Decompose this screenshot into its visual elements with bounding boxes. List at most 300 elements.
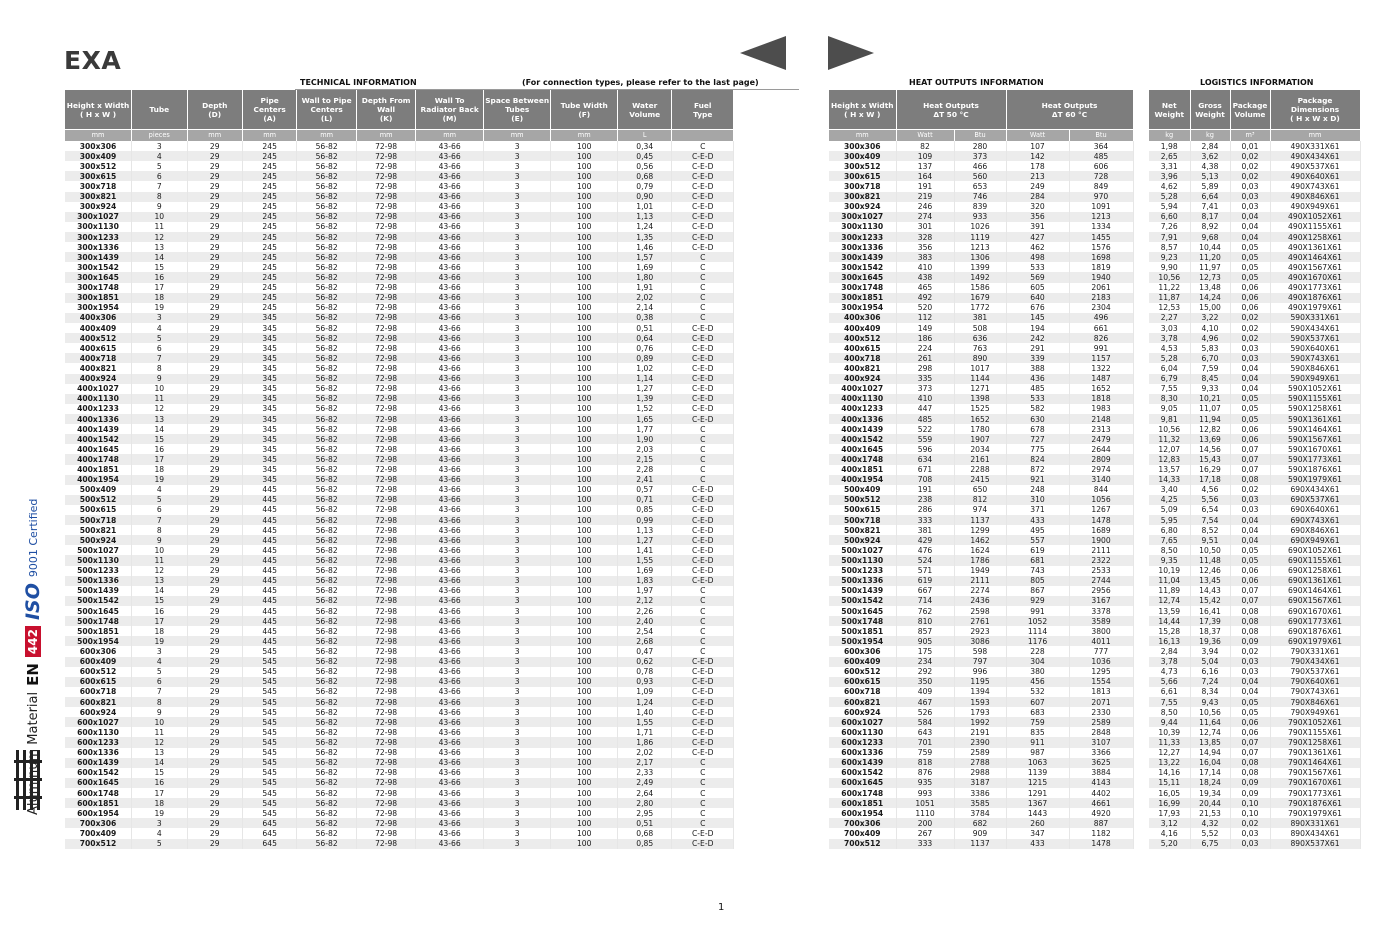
table-row: [65, 576, 734, 586]
table-row: [1149, 303, 1360, 313]
data-cell: 29: [187, 222, 242, 232]
data-cell: 11,97: [1190, 262, 1230, 272]
data-cell: 345: [242, 465, 296, 475]
data-cell: 3: [483, 222, 551, 232]
table-row: [65, 363, 734, 373]
table-row: [829, 828, 1133, 838]
unit-label: mm: [187, 130, 242, 142]
table-row: [65, 778, 734, 788]
size-cell: 300x718: [65, 181, 132, 191]
data-cell: 2313: [1069, 424, 1133, 434]
data-cell: 0,02: [1230, 323, 1270, 333]
data-cell: 17,93: [1149, 808, 1190, 818]
data-cell: 1652: [954, 414, 1006, 424]
data-cell: 0,38: [618, 313, 672, 323]
data-cell: 100: [551, 778, 618, 788]
data-cell: 0,04: [1230, 232, 1270, 242]
data-cell: 3366: [1069, 748, 1133, 758]
data-cell: 0,06: [1230, 566, 1270, 576]
column-header: Depth (D): [187, 90, 242, 130]
data-cell: 11,94: [1190, 414, 1230, 424]
data-cell: 29: [187, 697, 242, 707]
data-cell: 29: [187, 798, 242, 808]
data-cell: 1679: [954, 293, 1006, 303]
data-cell: 19: [132, 303, 187, 313]
table-row: [1149, 252, 1360, 262]
data-cell: 3,12: [1149, 818, 1190, 828]
data-cell: 56-82: [297, 333, 356, 343]
data-cell: 100: [551, 394, 618, 404]
data-cell: 890: [954, 353, 1006, 363]
size-cell: 600x1027: [65, 717, 132, 727]
data-cell: C-E-D: [672, 374, 734, 384]
table-row: [1149, 687, 1360, 697]
data-cell: 645: [242, 828, 296, 838]
data-cell: 590X949X61: [1270, 374, 1360, 384]
data-cell: 11: [132, 394, 187, 404]
data-cell: C-E-D: [672, 657, 734, 667]
size-cell: 300x1954: [65, 303, 132, 313]
data-cell: 29: [187, 232, 242, 242]
data-cell: 3: [483, 181, 551, 191]
data-cell: 410: [896, 262, 954, 272]
data-cell: 1525: [954, 404, 1006, 414]
table-row: [65, 555, 734, 565]
data-cell: 3: [483, 555, 551, 565]
data-cell: 72-98: [356, 242, 415, 252]
data-cell: 3: [483, 232, 551, 242]
data-cell: 3: [483, 626, 551, 636]
table-row: [1149, 161, 1360, 171]
data-cell: 15: [132, 262, 187, 272]
data-cell: 43-66: [416, 222, 484, 232]
data-cell: 100: [551, 788, 618, 798]
data-cell: 72-98: [356, 414, 415, 424]
data-cell: 100: [551, 192, 618, 202]
data-cell: 1,52: [618, 404, 672, 414]
data-cell: 3: [483, 202, 551, 212]
data-cell: 8,57: [1149, 242, 1190, 252]
data-cell: 12: [132, 404, 187, 414]
data-cell: 43-66: [416, 272, 484, 282]
size-cell: 400x821: [65, 363, 132, 373]
data-cell: 29: [187, 495, 242, 505]
data-cell: 29: [187, 475, 242, 485]
data-cell: 13,57: [1149, 465, 1190, 475]
data-cell: 7,65: [1149, 535, 1190, 545]
data-cell: 15,28: [1149, 626, 1190, 636]
data-cell: 345: [242, 414, 296, 424]
data-cell: 12: [132, 232, 187, 242]
column-header: Height x Width ( H x W ): [65, 90, 132, 130]
data-cell: 5: [132, 839, 187, 849]
data-cell: C: [672, 586, 734, 596]
data-cell: 9,23: [1149, 252, 1190, 262]
data-cell: 72-98: [356, 232, 415, 242]
data-cell: 6,16: [1190, 667, 1230, 677]
data-cell: 3: [483, 636, 551, 646]
table-row: [829, 465, 1133, 475]
size-cell: 700x409: [65, 828, 132, 838]
data-cell: 445: [242, 596, 296, 606]
data-cell: 634: [896, 454, 954, 464]
data-cell: 3: [483, 454, 551, 464]
table-row: [65, 697, 734, 707]
data-cell: 867: [1006, 586, 1069, 596]
data-cell: 7,24: [1190, 677, 1230, 687]
data-cell: 0,09: [1230, 788, 1270, 798]
table-row: [829, 343, 1133, 353]
data-cell: C-E-D: [672, 828, 734, 838]
data-cell: 1593: [954, 697, 1006, 707]
data-cell: 72-98: [356, 202, 415, 212]
data-cell: 1306: [954, 252, 1006, 262]
data-cell: 3: [483, 303, 551, 313]
size-cell: 600x409: [65, 657, 132, 667]
unit-label: mm: [65, 130, 132, 142]
data-cell: 310: [1006, 495, 1069, 505]
data-cell: 2191: [954, 727, 1006, 737]
data-cell: 320: [1006, 202, 1069, 212]
data-cell: 19,34: [1190, 788, 1230, 798]
table-row: [829, 808, 1133, 818]
data-cell: 0,04: [1230, 384, 1270, 394]
data-cell: 9,81: [1149, 414, 1190, 424]
size-cell: 500x1748: [829, 616, 896, 626]
data-cell: 18,37: [1190, 626, 1230, 636]
data-cell: 3625: [1069, 758, 1133, 768]
table-row: [829, 748, 1133, 758]
data-cell: 100: [551, 262, 618, 272]
data-cell: 72-98: [356, 606, 415, 616]
data-cell: 1689: [1069, 525, 1133, 535]
table-row: [65, 454, 734, 464]
data-cell: 2,26: [618, 606, 672, 616]
size-cell: 300x1851: [65, 293, 132, 303]
data-cell: 445: [242, 495, 296, 505]
data-cell: 29: [187, 272, 242, 282]
data-cell: 0,01: [1230, 141, 1270, 151]
table-row: [829, 475, 1133, 485]
data-cell: 7,55: [1149, 384, 1190, 394]
data-cell: 391: [1006, 222, 1069, 232]
table-row: [65, 717, 734, 727]
data-cell: C-E-D: [672, 181, 734, 191]
table-row: [829, 545, 1133, 555]
data-cell: 245: [242, 192, 296, 202]
data-cell: 43-66: [416, 606, 484, 616]
unit-label: mm: [242, 130, 296, 142]
data-cell: 1017: [954, 363, 1006, 373]
data-cell: 7: [132, 515, 187, 525]
triangle-left-icon[interactable]: [740, 36, 786, 70]
data-cell: 476: [896, 545, 954, 555]
data-cell: 29: [187, 727, 242, 737]
data-cell: 2,33: [618, 768, 672, 778]
table-row: [65, 636, 734, 646]
table-row: [1149, 444, 1360, 454]
data-cell: 100: [551, 171, 618, 181]
data-cell: 280: [954, 141, 1006, 151]
data-cell: 345: [242, 333, 296, 343]
data-cell: 56-82: [297, 515, 356, 525]
data-cell: 11,87: [1149, 293, 1190, 303]
data-cell: 14,33: [1149, 475, 1190, 485]
size-cell: 500x1027: [65, 545, 132, 555]
data-cell: 72-98: [356, 465, 415, 475]
data-cell: 1819: [1069, 262, 1133, 272]
data-cell: 911: [1006, 737, 1069, 747]
table-row: [1149, 485, 1360, 495]
table-row: [829, 687, 1133, 697]
size-cell: 600x718: [65, 687, 132, 697]
table-row: [829, 161, 1133, 171]
data-cell: 29: [187, 737, 242, 747]
size-cell: 500x924: [829, 535, 896, 545]
data-cell: 5,83: [1190, 343, 1230, 353]
data-cell: 16,04: [1190, 758, 1230, 768]
data-cell: 100: [551, 515, 618, 525]
data-cell: 607: [1006, 697, 1069, 707]
data-cell: 100: [551, 161, 618, 171]
table-row: [65, 646, 734, 656]
data-cell: 490X1361X61: [1270, 242, 1360, 252]
en-number: 442: [25, 626, 41, 657]
data-cell: 3: [483, 758, 551, 768]
data-cell: 3140: [1069, 475, 1133, 485]
data-cell: 590X1670X61: [1270, 444, 1360, 454]
data-cell: 56-82: [297, 293, 356, 303]
data-cell: C-E-D: [672, 151, 734, 161]
data-cell: 3: [483, 252, 551, 262]
data-cell: C-E-D: [672, 161, 734, 171]
data-cell: 849: [1069, 181, 1133, 191]
data-cell: 15,11: [1149, 778, 1190, 788]
data-cell: 5,52: [1190, 828, 1230, 838]
column-header: Space Between Tubes (E): [483, 90, 551, 130]
table-row: [65, 667, 734, 677]
data-cell: 645: [242, 818, 296, 828]
data-cell: 11,20: [1190, 252, 1230, 262]
column-header: Depth From Wall (K): [356, 90, 415, 130]
data-cell: 3: [483, 444, 551, 454]
data-cell: 0,71: [618, 495, 672, 505]
data-cell: 582: [1006, 404, 1069, 414]
data-cell: 2183: [1069, 293, 1133, 303]
size-cell: 400x1130: [829, 394, 896, 404]
data-cell: 2848: [1069, 727, 1133, 737]
data-cell: 10,56: [1149, 424, 1190, 434]
data-cell: 1,24: [618, 697, 672, 707]
size-cell: 300x409: [829, 151, 896, 161]
data-cell: 72-98: [356, 313, 415, 323]
data-cell: 4143: [1069, 778, 1133, 788]
data-cell: 6: [132, 343, 187, 353]
unit-label: L: [618, 130, 672, 142]
data-cell: 100: [551, 293, 618, 303]
data-cell: 16: [132, 606, 187, 616]
data-cell: 3: [483, 687, 551, 697]
data-cell: 790X1464X61: [1270, 758, 1360, 768]
data-cell: 373: [896, 384, 954, 394]
table-row: [65, 677, 734, 687]
data-cell: 3: [483, 606, 551, 616]
data-cell: 228: [1006, 646, 1069, 656]
logistics-table: [1149, 90, 1361, 849]
size-cell: 600x1233: [829, 737, 896, 747]
table-row: [65, 475, 734, 485]
data-cell: 1455: [1069, 232, 1133, 242]
data-cell: 72-98: [356, 677, 415, 687]
data-cell: 100: [551, 576, 618, 586]
table-row: [829, 444, 1133, 454]
data-cell: 3: [483, 646, 551, 656]
size-cell: 700x512: [829, 839, 896, 849]
data-cell: 56-82: [297, 818, 356, 828]
data-cell: 887: [1069, 818, 1133, 828]
data-cell: 2,15: [618, 454, 672, 464]
table-row: [1149, 151, 1360, 161]
data-cell: 245: [242, 283, 296, 293]
data-cell: 0,02: [1230, 333, 1270, 343]
size-cell: 500x821: [65, 525, 132, 535]
size-cell: 400x409: [65, 323, 132, 333]
triangle-right-icon[interactable]: [828, 36, 874, 70]
data-cell: 490X1670X61: [1270, 272, 1360, 282]
data-cell: 545: [242, 758, 296, 768]
data-cell: 3: [483, 768, 551, 778]
data-cell: C-E-D: [672, 737, 734, 747]
data-cell: 3: [483, 798, 551, 808]
table-row: [1149, 657, 1360, 667]
size-cell: 500x1954: [829, 636, 896, 646]
data-cell: 29: [187, 323, 242, 333]
size-cell: 500x1130: [829, 555, 896, 565]
data-cell: 9: [132, 202, 187, 212]
data-cell: 0,02: [1230, 818, 1270, 828]
size-cell: 300x924: [829, 202, 896, 212]
data-cell: 3: [483, 828, 551, 838]
data-cell: 100: [551, 616, 618, 626]
data-cell: 5,66: [1149, 677, 1190, 687]
size-cell: 600x821: [829, 697, 896, 707]
data-cell: 72-98: [356, 828, 415, 838]
data-cell: 14,56: [1190, 444, 1230, 454]
table-row: [65, 657, 734, 667]
data-cell: 29: [187, 717, 242, 727]
data-cell: 2,02: [618, 293, 672, 303]
data-cell: 2,14: [618, 303, 672, 313]
data-cell: 690X1773X61: [1270, 616, 1360, 626]
data-cell: 1215: [1006, 778, 1069, 788]
data-cell: 2,17: [618, 758, 672, 768]
data-cell: 701: [896, 737, 954, 747]
data-cell: 790X537X61: [1270, 667, 1360, 677]
table-row: [1149, 828, 1360, 838]
data-cell: 72-98: [356, 434, 415, 444]
data-cell: 245: [242, 181, 296, 191]
data-cell: 3: [483, 707, 551, 717]
data-cell: 3: [483, 818, 551, 828]
data-cell: 1780: [954, 424, 1006, 434]
data-cell: 790X434X61: [1270, 657, 1360, 667]
data-cell: 3: [483, 343, 551, 353]
data-cell: 3: [483, 161, 551, 171]
table-row: [829, 727, 1133, 737]
data-cell: C: [672, 293, 734, 303]
data-cell: 1,27: [618, 384, 672, 394]
table-row: [829, 818, 1133, 828]
data-cell: 43-66: [416, 525, 484, 535]
table-row: [65, 151, 734, 161]
size-cell: 400x615: [829, 343, 896, 353]
data-cell: 490X331X61: [1270, 141, 1360, 151]
size-cell: 400x1336: [829, 414, 896, 424]
data-cell: 1144: [954, 374, 1006, 384]
data-cell: 3: [132, 818, 187, 828]
data-cell: 466: [954, 161, 1006, 171]
data-cell: 0,02: [1230, 161, 1270, 171]
data-cell: 43-66: [416, 657, 484, 667]
data-cell: 72-98: [356, 657, 415, 667]
table-row: [65, 566, 734, 576]
data-cell: 2589: [954, 748, 1006, 758]
data-cell: 1119: [954, 232, 1006, 242]
data-cell: 0,09: [1230, 636, 1270, 646]
data-cell: 545: [242, 677, 296, 687]
data-cell: 1,01: [618, 202, 672, 212]
data-cell: 3167: [1069, 596, 1133, 606]
data-cell: 2274: [954, 586, 1006, 596]
data-cell: C-E-D: [672, 222, 734, 232]
certification-badge: [8, 450, 48, 820]
table-row: [829, 262, 1133, 272]
data-cell: 0,04: [1230, 222, 1270, 232]
data-cell: 4,96: [1190, 333, 1230, 343]
data-cell: 43-66: [416, 808, 484, 818]
data-cell: 1063: [1006, 758, 1069, 768]
data-cell: 485: [1006, 384, 1069, 394]
size-cell: 400x718: [65, 353, 132, 363]
data-cell: 650: [954, 485, 1006, 495]
table-row: [829, 293, 1133, 303]
data-cell: 43-66: [416, 515, 484, 525]
table-row: [829, 384, 1133, 394]
size-cell: 600x821: [65, 697, 132, 707]
size-cell: 400x1954: [829, 475, 896, 485]
data-cell: 29: [187, 748, 242, 758]
data-cell: 345: [242, 404, 296, 414]
data-cell: 8: [132, 192, 187, 202]
data-cell: C: [672, 303, 734, 313]
data-cell: 1576: [1069, 242, 1133, 252]
data-cell: 490X1258X61: [1270, 232, 1360, 242]
data-cell: 1213: [1069, 212, 1133, 222]
data-cell: 590X640X61: [1270, 343, 1360, 353]
data-cell: 1367: [1006, 798, 1069, 808]
data-cell: 72-98: [356, 515, 415, 525]
data-cell: 0,04: [1230, 677, 1270, 687]
data-cell: 43-66: [416, 555, 484, 565]
data-cell: 43-66: [416, 586, 484, 596]
data-cell: 590X846X61: [1270, 363, 1360, 373]
data-cell: 72-98: [356, 171, 415, 181]
data-cell: 1698: [1069, 252, 1133, 262]
data-cell: 0,68: [618, 828, 672, 838]
data-cell: 56-82: [297, 626, 356, 636]
data-cell: 1,65: [618, 414, 672, 424]
size-cell: 300x1233: [65, 232, 132, 242]
